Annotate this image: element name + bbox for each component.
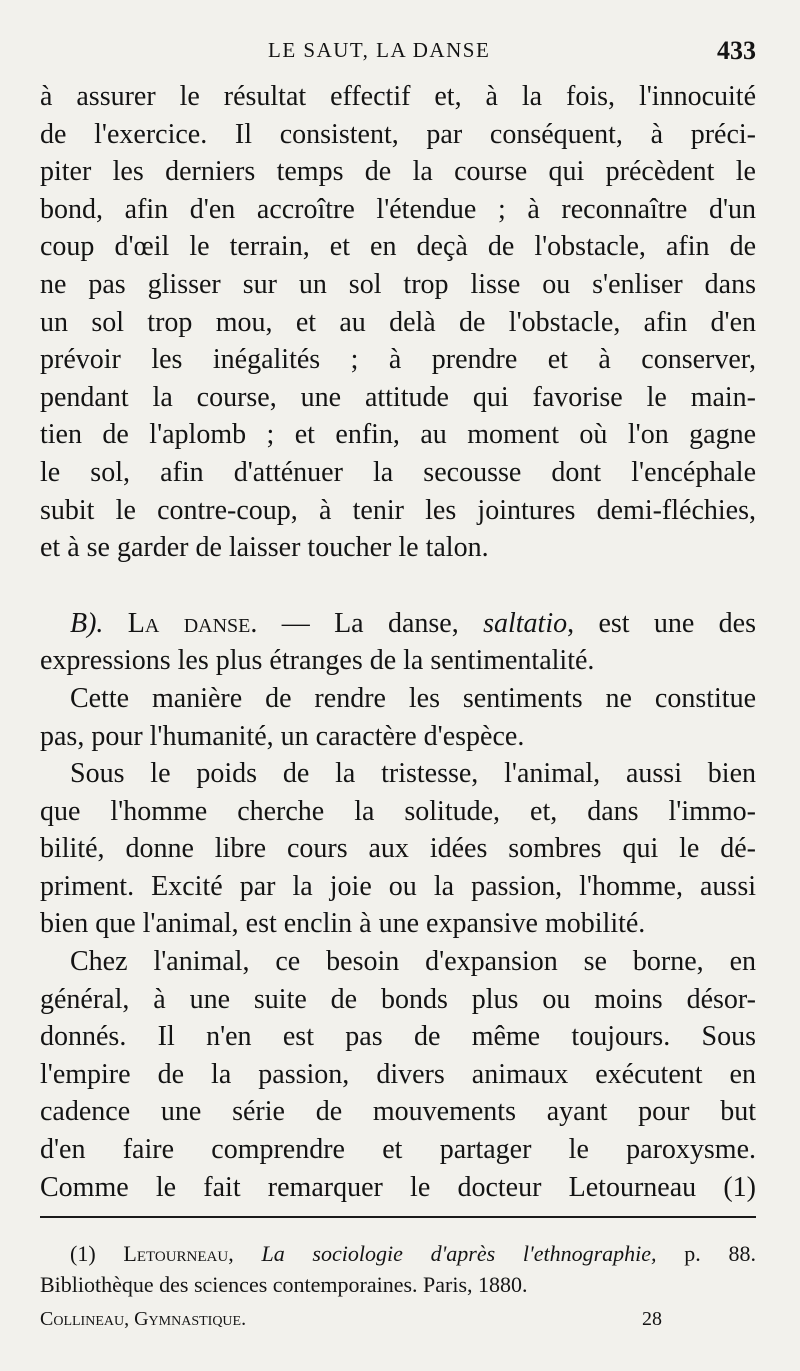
text-line: Sous le poids de la tristesse, l'animal, aussi bien bbox=[70, 758, 756, 790]
paragraph-2 bbox=[40, 680, 756, 755]
text-line: d'en faire comprendre et partager le paroxysme. bbox=[40, 1134, 756, 1166]
text-line: un sol trop mou, et au delà de l'obstacle, afin d'en bbox=[40, 306, 756, 338]
paragraph-4 bbox=[40, 943, 756, 1206]
text-line: tien de l'aplomb ; et enfin, au moment où l'on gagne bbox=[40, 419, 756, 451]
text-line: Comme le fait remarquer le docteur Letourneau (1) bbox=[40, 1171, 756, 1203]
text-line: donnés. Il n'en est pas de même toujours. Sous bbox=[40, 1021, 756, 1053]
text-line: bond, afin d'en accroître l'étendue ; à reconnaître d'un bbox=[40, 193, 756, 225]
footnote-line: Bibliothèque des sciences contemporaines. Paris, 1880. bbox=[40, 1272, 528, 1297]
text-line: et à se garder de laisser toucher le talon. bbox=[40, 532, 489, 564]
book-page bbox=[40, 0, 756, 1371]
footnote-author: Letourneau, bbox=[123, 1241, 234, 1266]
text-line: le sol, afin d'atténuer la secousse dont l'encéphale bbox=[40, 456, 756, 488]
footnote-number: (1) bbox=[70, 1241, 96, 1266]
footnote-title: La sociologie d'après l'ethnographie, bbox=[261, 1241, 657, 1266]
section-heading-line bbox=[40, 605, 756, 643]
section-rest: , est une des bbox=[567, 607, 757, 639]
text-line: subit le contre-coup, à tenir les jointures demi-fléchies, bbox=[40, 494, 756, 526]
text-line: priment. Excité par la joie ou la passion, l'homme, aussi bbox=[40, 870, 756, 902]
text-line: que l'homme cherche la solitude, et, dans l'immo- bbox=[40, 795, 756, 827]
text-line: Chez l'animal, ce besoin d'expansion se borne, en bbox=[70, 946, 756, 978]
text-line: expressions les plus étranges de la sentimentalité. bbox=[40, 645, 595, 677]
text-line: pendant la course, une attitude qui favorise le main- bbox=[40, 381, 756, 413]
section-marker: B). bbox=[70, 607, 104, 639]
section-b bbox=[40, 605, 756, 680]
text-line: prévoir les inégalités ; à prendre et à conserver, bbox=[40, 344, 756, 376]
paragraph-3 bbox=[40, 755, 756, 943]
text-line: bien que l'animal, est enclin à une expansive mobilité. bbox=[40, 908, 646, 940]
section-dash: — La danse, bbox=[257, 607, 484, 639]
section-gap bbox=[40, 567, 756, 605]
body-text bbox=[40, 78, 756, 1206]
text-line: à assurer le résultat effectif et, à la fois, l'innocuité bbox=[40, 81, 756, 112]
text-line: Cette manière de rendre les sentiments ne constitue bbox=[70, 682, 756, 714]
text-line: général, à une suite de bonds plus ou moins désor- bbox=[40, 983, 756, 1015]
footnote-page-ref: p. 88. bbox=[684, 1241, 757, 1266]
text-line: coup d'œil le terrain, et en deçà de l'obstacle, afin de bbox=[40, 231, 756, 263]
signature-sheet-number: 28 bbox=[642, 1308, 662, 1330]
footnote bbox=[40, 1238, 756, 1300]
section-heading: La danse. bbox=[127, 607, 258, 639]
text-line: cadence une série de mouvements ayant pour but bbox=[40, 1096, 756, 1128]
text-line: bilité, donne libre cours aux idées sombres qui le dé- bbox=[40, 833, 756, 865]
footnote-line bbox=[40, 1238, 756, 1269]
footnote-divider bbox=[40, 1216, 756, 1218]
text-line: pas, pour l'humanité, un caractère d'espèce. bbox=[40, 720, 525, 752]
text-line: de l'exercice. Il consistent, par conséquent, à préci- bbox=[40, 118, 756, 150]
running-head bbox=[40, 38, 756, 72]
text-line: l'empire de la passion, divers animaux exécutent en bbox=[40, 1058, 756, 1090]
section-term: saltatio bbox=[483, 607, 568, 639]
running-title: LE SAUT, LA DANSE bbox=[268, 38, 491, 62]
text-line: piter les derniers temps de la course qui précèdent le bbox=[40, 156, 756, 188]
signature-author-work: Collineau, Gymnastique. bbox=[40, 1308, 247, 1330]
text-line: ne pas glisser sur un sol trop lisse ou s'enliser dans bbox=[40, 268, 756, 300]
paragraph-1 bbox=[40, 78, 756, 567]
page-number: 433 bbox=[717, 36, 756, 65]
